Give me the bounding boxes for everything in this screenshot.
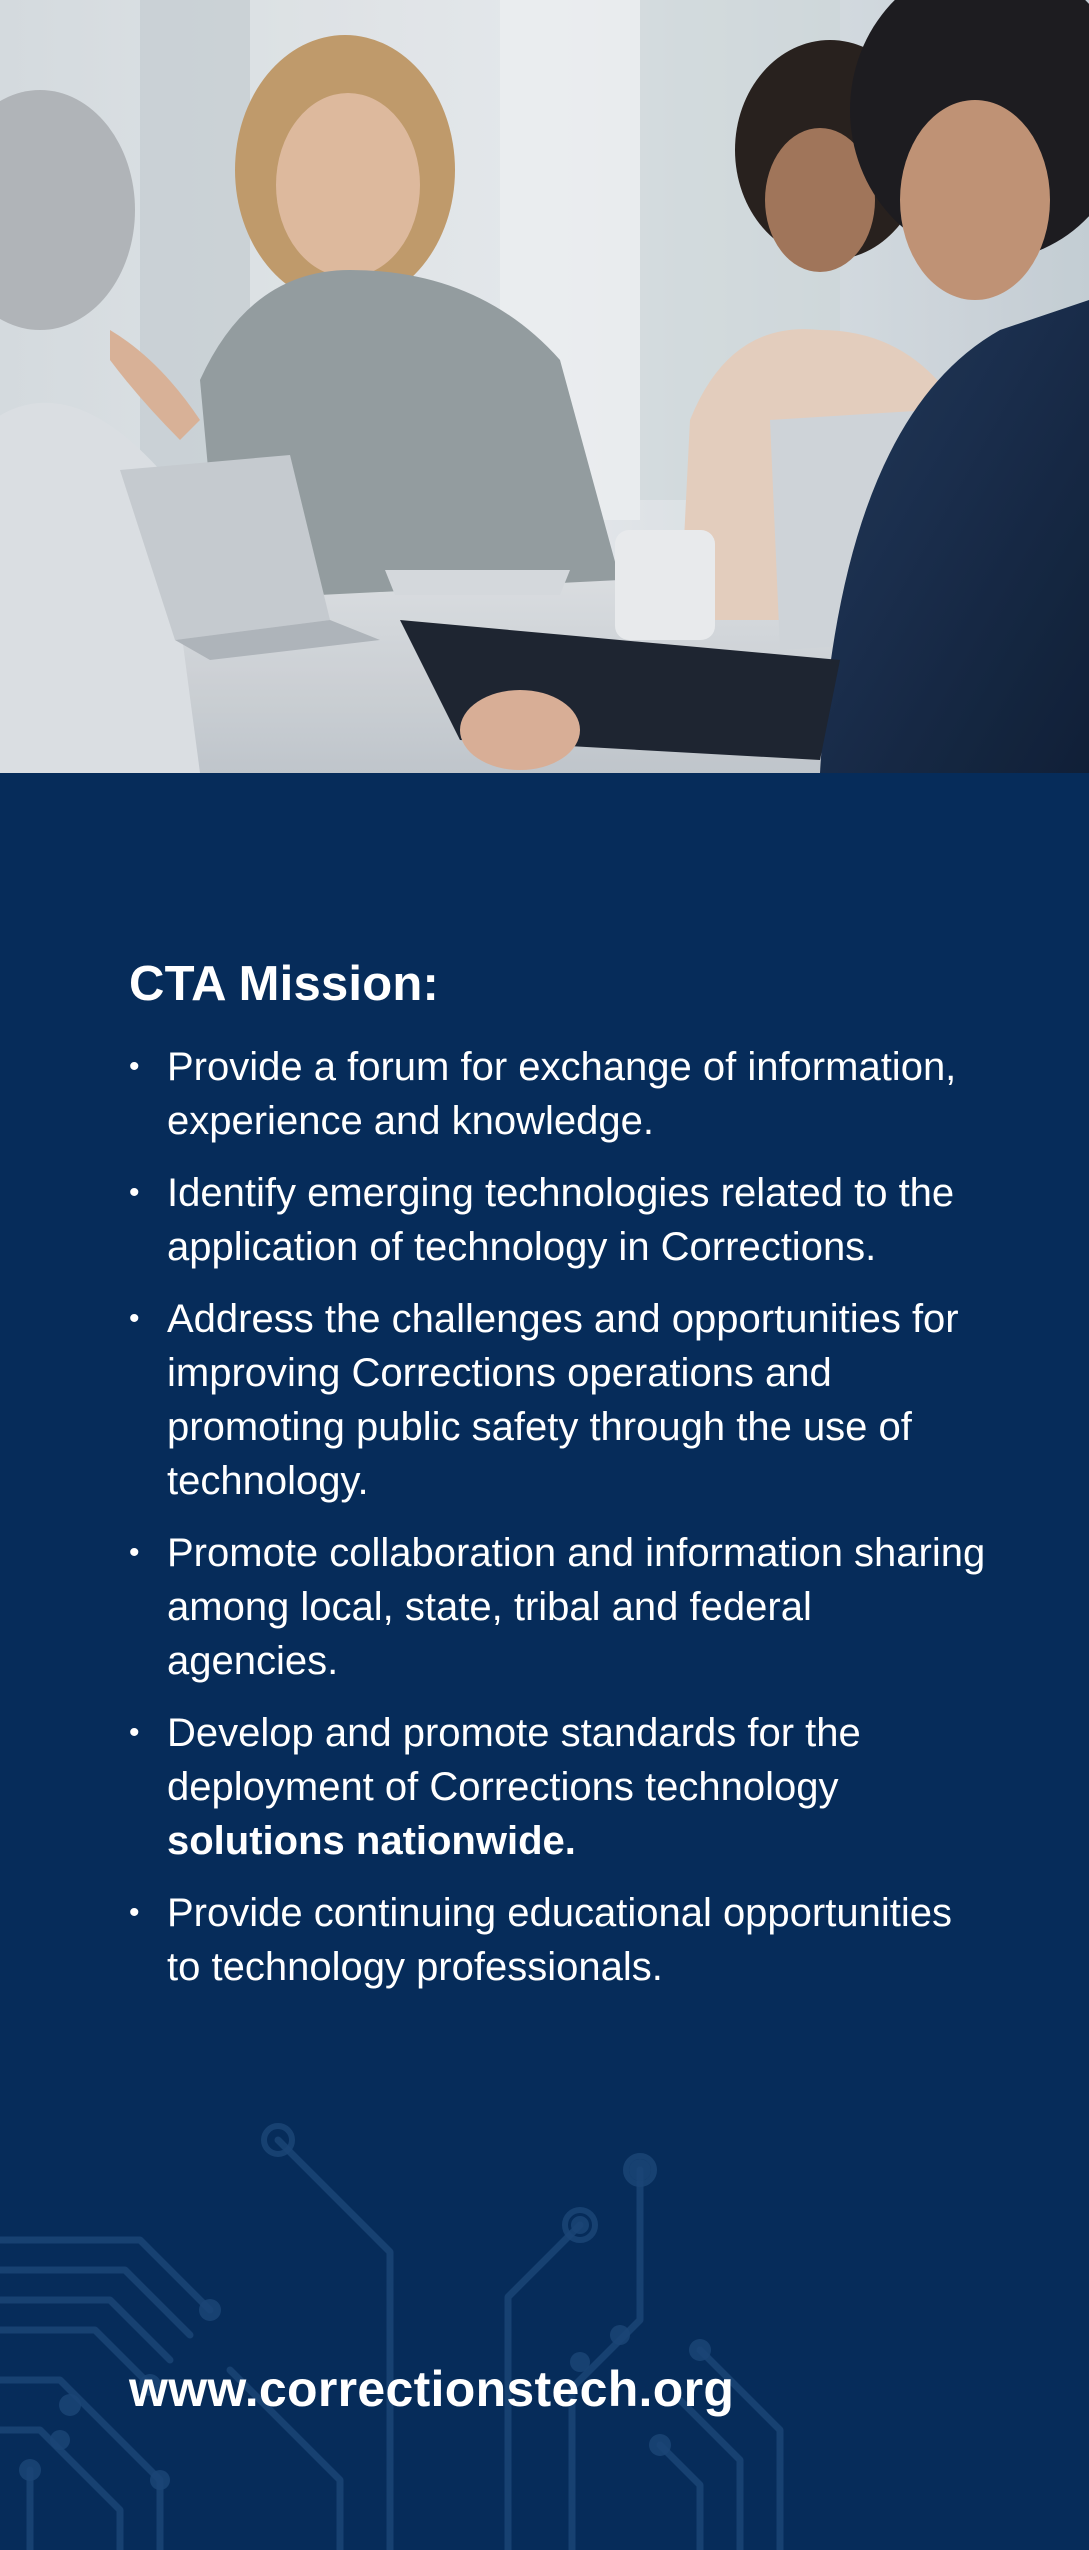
meeting-photo <box>0 0 1089 773</box>
mission-item <box>129 1040 989 1148</box>
mission-item-text: Identify emerging technologies related to the application of technology in Corrections. <box>167 1170 955 1269</box>
mission-list <box>129 1040 989 1994</box>
circuit-lines-icon <box>0 2100 1089 2550</box>
meeting-photo-illustration <box>0 0 1089 773</box>
mission-item-text: Provide continuing educational opportunities to technology professionals. <box>167 1890 952 1989</box>
mission-item <box>129 1166 989 1274</box>
bullet-icon: • <box>129 1049 140 1083</box>
circuit-pattern-decoration <box>0 2100 1089 2550</box>
bullet-icon: • <box>129 1301 140 1335</box>
website-link[interactable]: www.correctionstech.org <box>129 2361 735 2417</box>
mission-item-text: Address the challenges and opportunities for improving Corrections operations and promoting public safety through the use of technology. <box>167 1296 959 1503</box>
mission-item-bold-text: solutions nationwide. <box>167 1818 576 1863</box>
mission-section <box>129 955 989 2012</box>
mission-item <box>129 1706 989 1868</box>
mission-item-text: Promote collaboration and information sharing among local, state, tribal and federal agencies. <box>167 1530 986 1683</box>
mission-item-text: Develop and promote standards for the deployment of Corrections technology <box>167 1710 861 1809</box>
mission-item <box>129 1292 989 1508</box>
mission-item <box>129 1886 989 1994</box>
bullet-icon: • <box>129 1175 140 1209</box>
bullet-icon: • <box>129 1715 140 1749</box>
bullet-icon: • <box>129 1535 140 1569</box>
mission-item <box>129 1526 989 1688</box>
mission-title: CTA Mission: <box>129 957 439 1011</box>
mission-item-text: Provide a forum for exchange of information, experience and knowledge. <box>167 1044 957 1143</box>
bullet-icon: • <box>129 1895 140 1929</box>
